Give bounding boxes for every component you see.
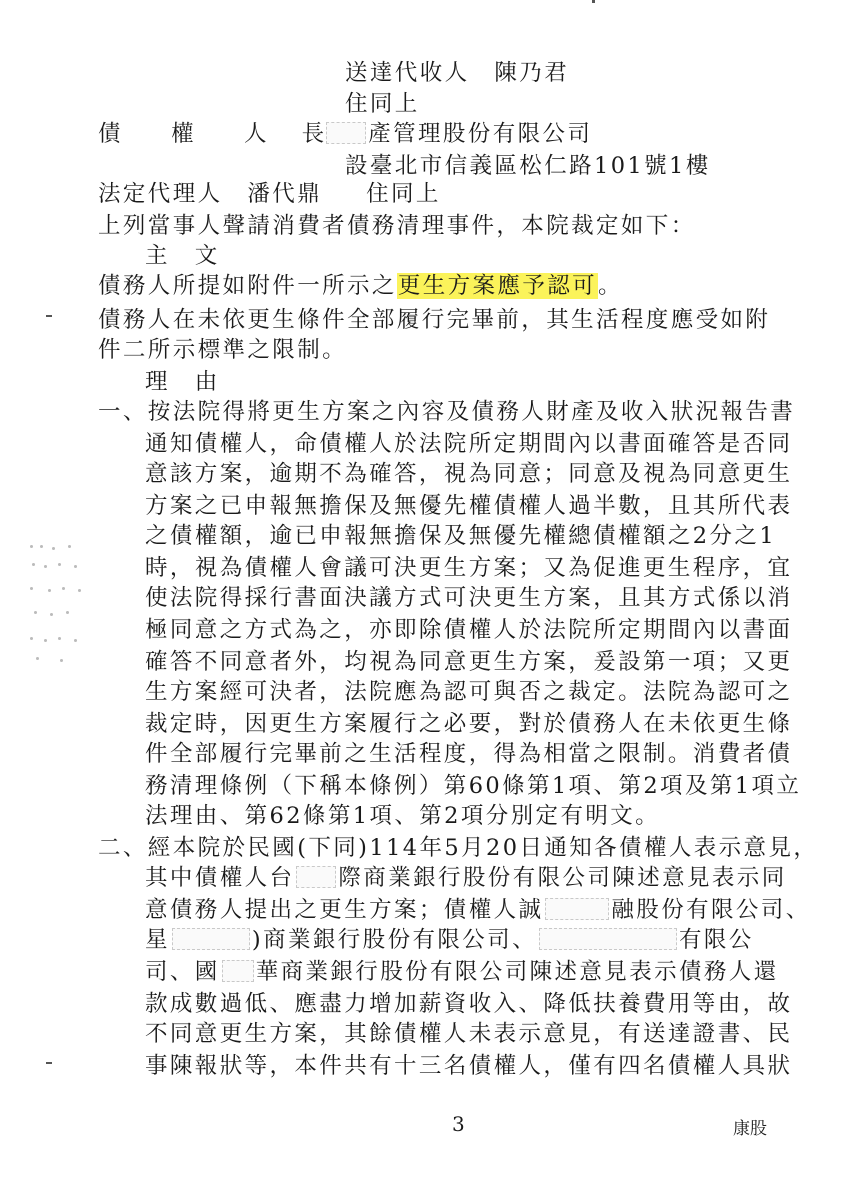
- text-line: 時，視為債權人會議可決更生方案；又為促進更生程序，宜: [145, 555, 793, 581]
- creditor-name-part: 產管理股份有限公司: [368, 121, 593, 147]
- text-line: 使法院得採行書面決議方式可決更生方案，且其方式係以消: [145, 585, 793, 611]
- text-part: 債務人所提如附件一所示之: [98, 273, 397, 299]
- margin-mark: [46, 315, 52, 317]
- section-heading: 理 由: [145, 369, 220, 395]
- text-part: 。: [598, 273, 623, 299]
- text-line: 件全部履行完畢前之生活程度，得為相當之限制。消費者債: [145, 741, 793, 767]
- text-part: 融股份有限公司、: [611, 897, 811, 923]
- text-line: 件二所示標準之限制。: [98, 337, 348, 363]
- text-line: 上列當事人聲請消費者債務清理事件，本院裁定如下：: [98, 213, 696, 239]
- text-part: 意債務人提出之更生方案；債權人誠: [145, 897, 544, 923]
- text-line: 一、按法院得將更生方案之內容及債務人財產及收入狀況報告書: [98, 399, 796, 425]
- text-line: 事陳報狀等，本件共有十三名債權人，僅有四名債權人具狀: [145, 1053, 793, 1079]
- page-number: 3: [452, 1112, 465, 1136]
- text-part: 星: [145, 927, 170, 953]
- highlighted-text: 更生方案應予認可: [397, 273, 598, 299]
- text-line: 住同上: [345, 91, 420, 117]
- creditor-name-part: 長: [301, 121, 325, 147]
- text-line: [145, 862, 787, 894]
- text-part: 際商業銀行股份有限公司陳述意見表示同: [338, 865, 787, 891]
- redaction-box: [222, 960, 254, 982]
- text-line: 法理由、第62條第1項、第2項分別定有明文。: [145, 803, 661, 829]
- text-part: 華商業銀行股份有限公司陳述意見表示債務人還: [255, 959, 779, 985]
- footer-text: 康股: [733, 1119, 767, 1139]
- text-line: 之債權額，逾已申報無擔保及無優先權總債權額之2分之1: [145, 523, 777, 549]
- text-line: 款成數過低、應盡力增加薪資收入、降低扶養費用等由，故: [145, 991, 793, 1017]
- redaction-box: [296, 866, 336, 888]
- redaction-box: [545, 898, 609, 920]
- text-line: 債務人在未依更生條件全部履行完畢前，其生活程度應受如附: [98, 307, 771, 333]
- scan-mark: [592, 0, 595, 3]
- text-line: 極同意之方式為之，亦即除債權人於法院所定期間內以書面: [145, 617, 793, 643]
- text-line: 通知債權人，命債權人於法院所定期間內以書面確答是否同: [145, 431, 793, 457]
- text-line: [145, 894, 811, 926]
- text-line: 意該方案，逾期不為確答，視為同意；同意及視為同意更生: [145, 461, 793, 487]
- text-part: 司、國: [145, 959, 220, 985]
- text-line: 方案之已申報無擔保及無優先權債權人過半數，且其所代表: [145, 493, 793, 519]
- text-line: 裁定時，因更生方案履行之必要，對於債務人在未依更生條: [145, 711, 793, 737]
- creditor-label: 債 權 人: [98, 121, 281, 147]
- text-line: 設臺北市信義區松仁路101號1樓: [345, 153, 711, 179]
- text-line: 生方案經可決者，法院應為認可與否之裁定。法院為認可之: [145, 679, 793, 705]
- text-line: [98, 178, 441, 210]
- redaction-box: [539, 928, 677, 950]
- text-line: 不同意更生方案，其餘債權人未表示意見，有送達證書、民: [145, 1021, 793, 1047]
- text-line: 送達代收人 陳乃君: [345, 60, 570, 86]
- text-line: 確答不同意者外，均視為同意更生方案，爰設第一項；又更: [145, 649, 793, 675]
- text-line: 二、經本院於民國(下同)114年5月20日通知各債權人表示意見，: [98, 835, 819, 861]
- section-heading: 主 文: [145, 243, 220, 269]
- text-part: )商業銀行股份有限公司、: [251, 927, 537, 953]
- binding-holes: [30, 545, 85, 665]
- text-line: [98, 118, 592, 150]
- text-line: 務清理條例（下稱本條例）第60條第1項、第2項及第1項立: [145, 773, 802, 799]
- text-line: [145, 924, 754, 956]
- text-part: 有限公: [679, 927, 754, 953]
- margin-mark: [46, 1062, 52, 1064]
- redaction-box: [172, 928, 250, 950]
- text-line: [98, 270, 623, 302]
- legal-rep: 法定代理人 潘代鼎: [98, 181, 323, 207]
- legal-rep-address: 住同上: [366, 181, 441, 207]
- redaction-box: [326, 122, 366, 144]
- text-part: 其中債權人台: [145, 865, 295, 891]
- text-line: [145, 956, 779, 988]
